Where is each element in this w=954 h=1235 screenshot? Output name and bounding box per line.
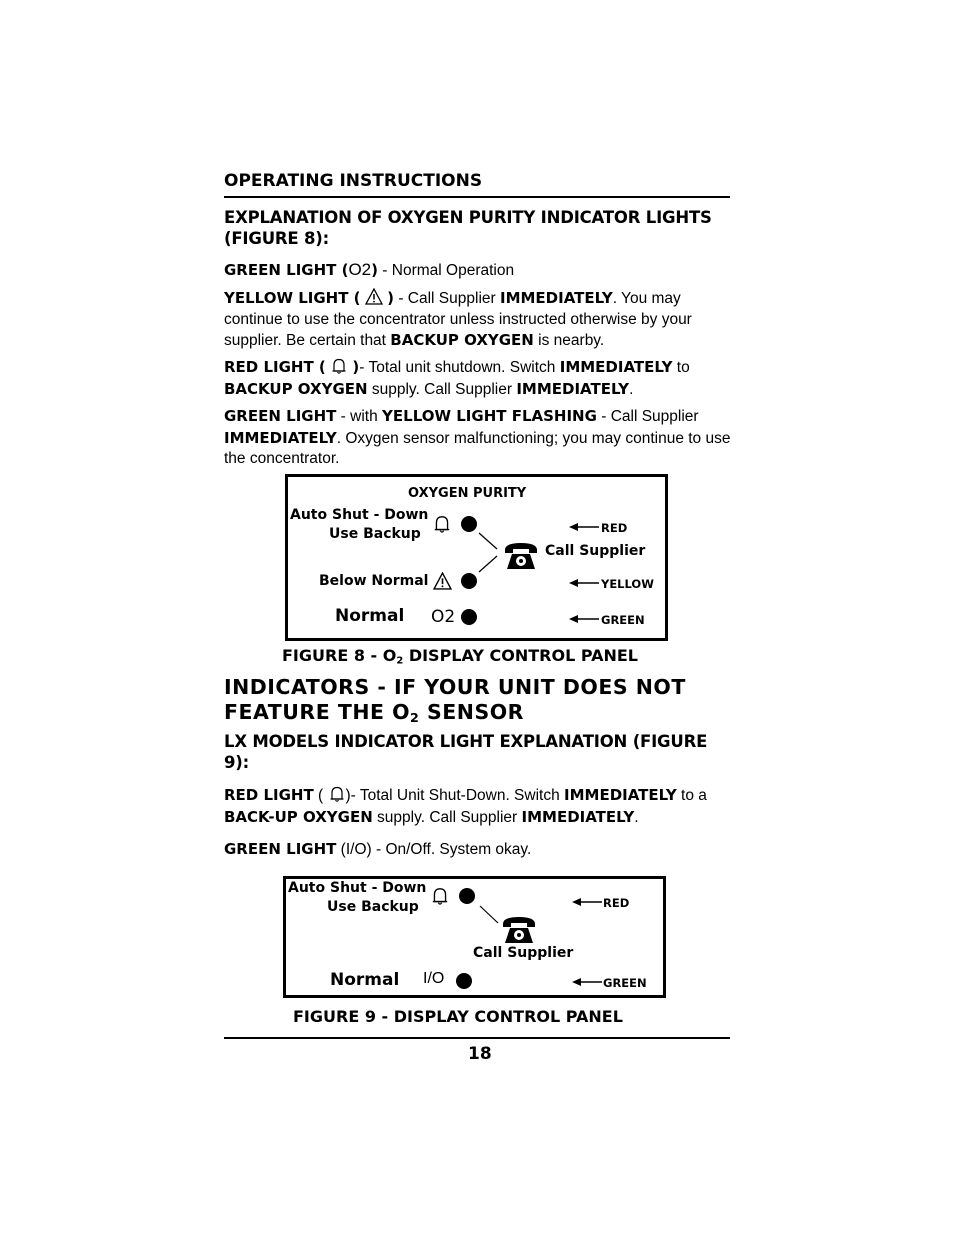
auto-shutdown-label: Auto Shut - Down	[288, 880, 427, 896]
red-text-3: supply. Call Supplier	[367, 380, 517, 398]
no-o2-sensor-heading	[224, 675, 734, 730]
call-supplier-label: Call Supplier	[473, 945, 574, 961]
red-bold-3: IMMEDIATELY	[516, 379, 630, 398]
red-arrow-icon	[572, 897, 602, 907]
figure8-panel	[285, 474, 668, 641]
o2-symbol: O2	[348, 260, 372, 279]
yellow-light-label-pre: YELLOW LIGHT (	[224, 289, 361, 307]
green-light-desc: - Normal Operation	[378, 262, 515, 279]
red-light-label-pre: RED LIGHT (	[224, 358, 326, 376]
yellow-text-2: . You may continue to use the concentrator unless instructed otherwise by your supplier. Be certain that	[224, 290, 692, 349]
red-text-4: .	[629, 380, 634, 398]
green-arrow-icon	[569, 614, 599, 624]
yellow-bold-2: BACKUP OXYGEN	[390, 331, 534, 349]
bell-icon	[430, 886, 450, 906]
below-normal-label: Below Normal	[319, 573, 429, 589]
normal-label: Normal	[330, 970, 400, 990]
header-rule	[224, 196, 730, 198]
figure8-caption	[282, 646, 638, 666]
section-title: OPERATING INSTRUCTIONS	[224, 171, 483, 191]
red-indicator-light	[459, 888, 475, 904]
red-bold-2: BACKUP OXYGEN	[224, 379, 368, 398]
figure9-panel	[283, 876, 666, 998]
yellow-tag: YELLOW	[601, 577, 654, 591]
green-light-label-post: )	[371, 261, 378, 279]
yellow-text-3: is nearby.	[533, 332, 605, 349]
green-indicator-light	[456, 973, 472, 989]
red-text-1: - Total unit shutdown. Switch	[359, 359, 560, 376]
call-supplier-label: Call Supplier	[545, 543, 646, 559]
warning-icon	[365, 288, 383, 306]
figure8-caption-post: DISPLAY CONTROL PANEL	[403, 646, 638, 665]
lx-red-bold-3: IMMEDIATELY	[521, 807, 635, 826]
gf-bold-3: IMMEDIATELY	[224, 428, 337, 447]
figure8-caption-sub: 2	[396, 655, 404, 667]
footer-rule	[224, 1037, 730, 1039]
red-arrow-icon	[569, 522, 599, 532]
yellow-text-1: - Call Supplier	[394, 290, 500, 307]
heading-post: SENSOR	[419, 700, 524, 724]
lx-red-light-paragraph	[224, 785, 732, 828]
red-tag: RED	[603, 896, 630, 910]
lx-green-text-0: (I/O) - On/Off. System okay.	[336, 841, 532, 858]
red-light-paragraph	[224, 357, 732, 400]
green-light-label-pre: GREEN LIGHT (	[224, 261, 349, 279]
auto-shutdown-label: Auto Shut - Down	[290, 507, 429, 523]
yellow-light-paragraph	[224, 288, 732, 352]
lx-green-light-paragraph	[224, 839, 732, 861]
lx-red-text-1: )- Total Unit Shut-Down. Switch	[345, 787, 565, 804]
lx-models-subheading: LX MODELS INDICATOR LIGHT EXPLANATION (FIGURE 9):	[224, 732, 708, 772]
o2-symbol: O2	[431, 607, 456, 627]
red-text-2: to	[672, 359, 690, 376]
page-number: 18	[468, 1044, 492, 1064]
yellow-indicator-light	[461, 573, 477, 589]
green-flashing-paragraph	[224, 406, 732, 470]
gf-text-3: . Oxygen sensor malfunctioning; you may continue to use the concentrator.	[224, 429, 731, 467]
oxygen-purity-title: OXYGEN PURITY	[408, 486, 527, 501]
telephone-icon	[501, 915, 537, 945]
yellow-light-label-post: )	[387, 289, 395, 307]
gf-text-1: - with	[336, 408, 383, 425]
lx-red-text-2: to a	[676, 787, 707, 804]
heading-sub: 2	[410, 710, 420, 726]
green-light-paragraph	[224, 260, 732, 282]
red-bold-1: IMMEDIATELY	[559, 358, 673, 376]
connector-line	[476, 903, 502, 927]
gf-text-2: - Call Supplier	[596, 408, 699, 425]
bell-icon	[432, 514, 452, 534]
yellow-bold-1: IMMEDIATELY	[499, 289, 613, 307]
red-tag: RED	[601, 521, 628, 535]
bell-icon	[328, 785, 346, 803]
green-arrow-icon	[572, 977, 602, 987]
normal-label: Normal	[335, 606, 405, 626]
lx-green-bold-0: GREEN LIGHT	[224, 840, 337, 858]
figure8-caption-pre: FIGURE 8 - O	[282, 646, 397, 665]
green-tag: GREEN	[603, 976, 647, 990]
yellow-arrow-icon	[569, 578, 599, 588]
use-backup-label: Use Backup	[327, 899, 419, 915]
green-tag: GREEN	[601, 613, 645, 627]
lx-red-text-3: supply. Call Supplier	[372, 808, 522, 826]
lx-red-bold-0: RED LIGHT	[224, 786, 314, 804]
red-light-label-post: )	[352, 358, 360, 376]
connector-lines	[473, 529, 503, 575]
lx-red-text-0: (	[313, 787, 324, 804]
io-symbol: I/O	[423, 970, 445, 987]
heading-pre: INDICATORS - IF YOUR UNIT DOES NOT FEATURE THE O	[224, 675, 686, 724]
lx-red-bold-1: IMMEDIATELY	[564, 786, 677, 804]
figure9-caption: FIGURE 9 - DISPLAY CONTROL PANEL	[293, 1007, 623, 1026]
use-backup-label: Use Backup	[329, 526, 421, 542]
lx-red-text-4: .	[634, 808, 639, 826]
warning-icon	[433, 572, 452, 591]
lx-red-bold-2: BACK-UP OXYGEN	[224, 807, 373, 826]
telephone-icon	[503, 541, 539, 571]
gf-bold-2: YELLOW LIGHT FLASHING	[382, 407, 597, 425]
gf-bold-1: GREEN LIGHT	[224, 407, 337, 425]
purity-lights-heading: EXPLANATION OF OXYGEN PURITY INDICATOR LIGHTS (FIGURE 8):	[224, 208, 712, 248]
green-indicator-light	[461, 609, 477, 625]
bell-icon	[330, 357, 348, 375]
